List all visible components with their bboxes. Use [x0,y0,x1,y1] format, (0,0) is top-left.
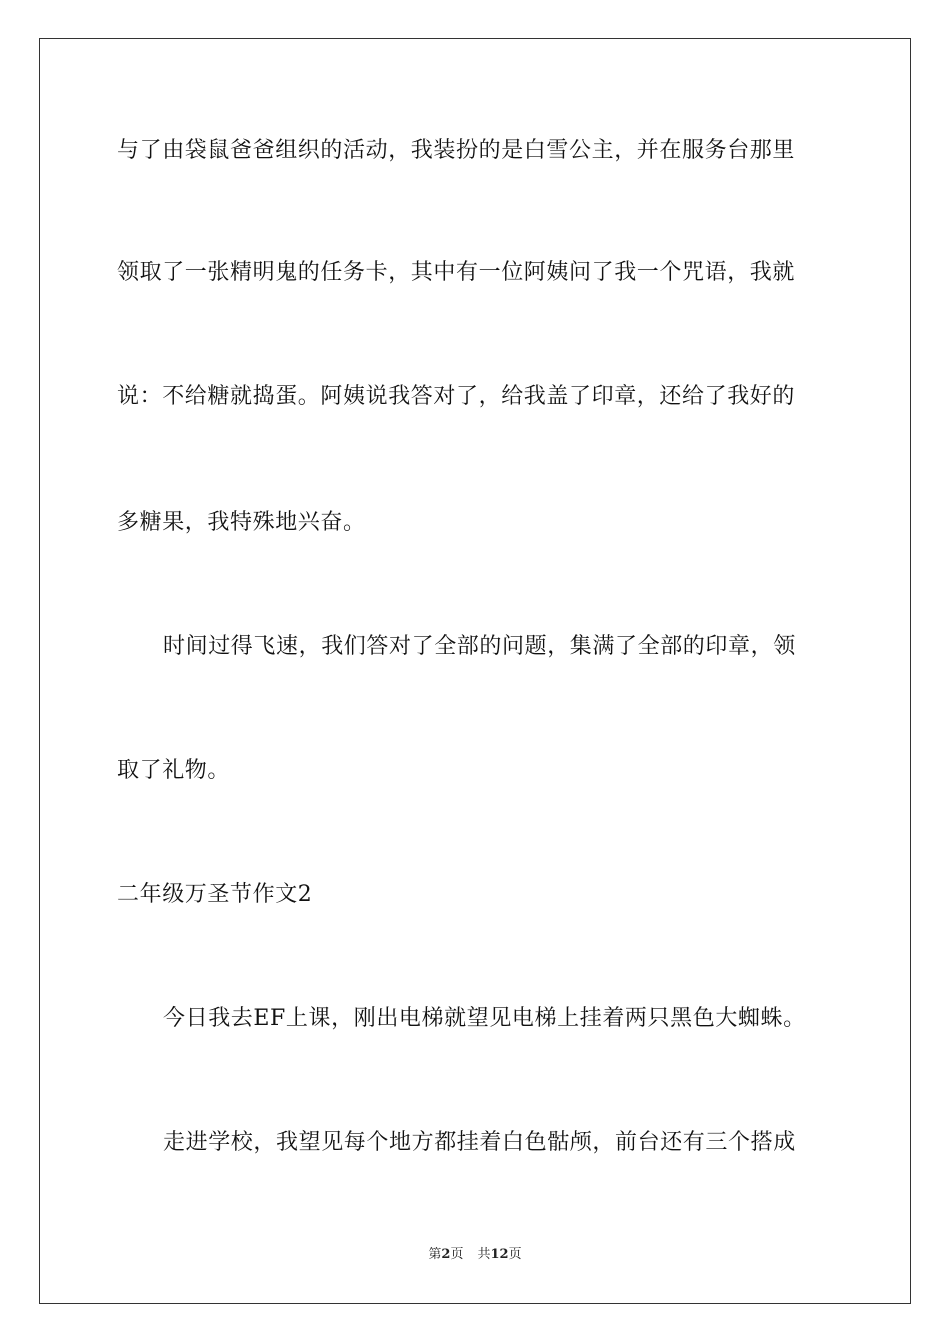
page-suffix: 页 [450,1247,464,1262]
page-prefix: 第 [428,1247,442,1262]
page-border [39,38,911,1304]
paragraph-first-line: 今日我去EF上课，刚出电梯就望见电梯上挂着两只黑色大蜘蛛。 [163,1006,806,1031]
text-line: 多糖果，我特殊地兴奋。 [117,510,366,535]
total-page-count: 12 [490,1247,509,1262]
text-line: 与了由袋鼠爸爸组织的活动，我装扮的是白雪公主，并在服务台那里 [117,138,796,163]
paragraph-first-line: 走进学校，我望见每个地方都挂着白色骷颅，前台还有三个搭成 [163,1130,796,1155]
total-suffix: 页 [508,1247,522,1262]
section-heading: 二年级万圣节作文2 [117,882,313,907]
paragraph-first-line: 时间过得飞速，我们答对了全部的问题，集满了全部的印章，领 [163,634,796,659]
page-footer [0,1246,950,1264]
total-prefix: 共 [477,1247,491,1262]
text-line: 说：不给糖就捣蛋。阿姨说我答对了，给我盖了印章，还给了我好的 [117,384,796,409]
current-page-number: 2 [441,1247,451,1262]
text-line: 领取了一张精明鬼的任务卡，其中有一位阿姨问了我一个咒语，我就 [117,260,796,285]
text-line: 取了礼物。 [117,758,231,783]
